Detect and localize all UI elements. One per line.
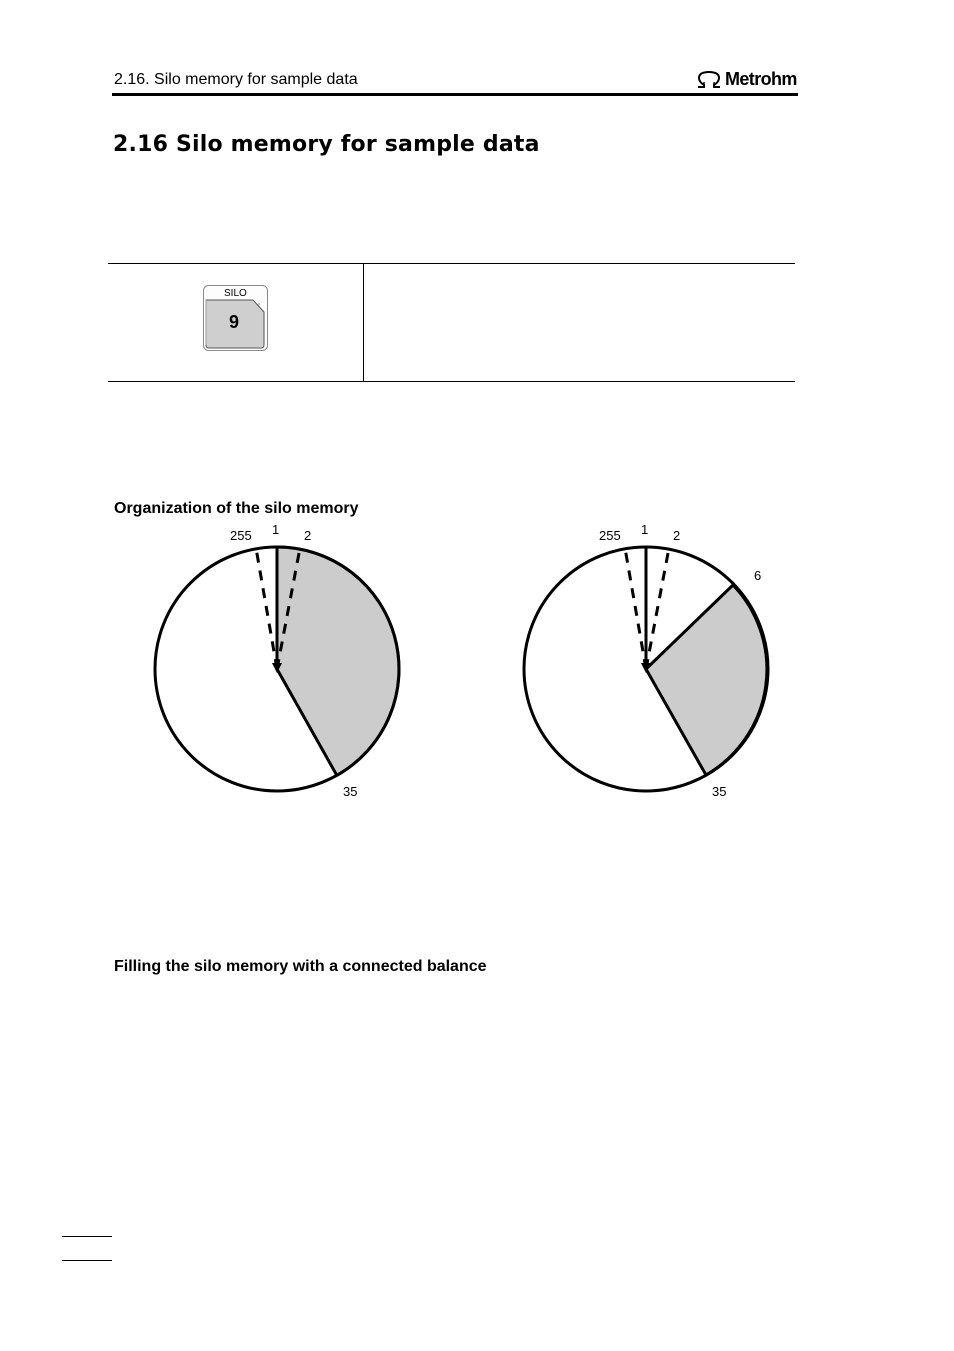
table-top-rule	[108, 263, 795, 264]
omega-icon	[696, 69, 722, 89]
table-bottom-rule	[108, 381, 795, 382]
left-pie-label-255: 255	[230, 528, 252, 543]
left-pie-label-1: 1	[272, 522, 280, 537]
left-pie-label-35: 35	[343, 784, 358, 799]
key-number: 9	[229, 312, 240, 332]
silo-organization-diagram	[140, 515, 800, 815]
section-title: 2.16 Silo memory for sample data	[113, 132, 540, 157]
logo-wordmark: Metrohm	[725, 68, 797, 89]
diagram-heading: Organization of the silo memory	[114, 500, 359, 517]
left-pie-label-2: 2	[304, 528, 312, 543]
right-pie-label-35: 35	[712, 784, 727, 799]
balance-heading: Filling the silo memory with a connected balance	[114, 958, 487, 975]
right-pie-label-1: 1	[641, 522, 649, 537]
silo-key	[203, 285, 269, 358]
footer-rule-bottom	[62, 1260, 112, 1261]
footer-rule-top	[62, 1236, 112, 1237]
key-caption: SILO	[224, 288, 247, 299]
right-pie-label-6: 6	[754, 568, 762, 583]
running-header-title: 2.16. Silo memory for sample data	[114, 71, 358, 88]
header-rule	[112, 93, 798, 96]
right-pie-label-2: 2	[673, 528, 681, 543]
table-column-divider	[363, 263, 364, 382]
right-pie	[524, 522, 768, 799]
keyboard-key-icon	[203, 285, 269, 353]
metrohm-logo	[696, 67, 797, 91]
right-pie-label-255: 255	[599, 528, 621, 543]
left-pie	[155, 522, 399, 799]
